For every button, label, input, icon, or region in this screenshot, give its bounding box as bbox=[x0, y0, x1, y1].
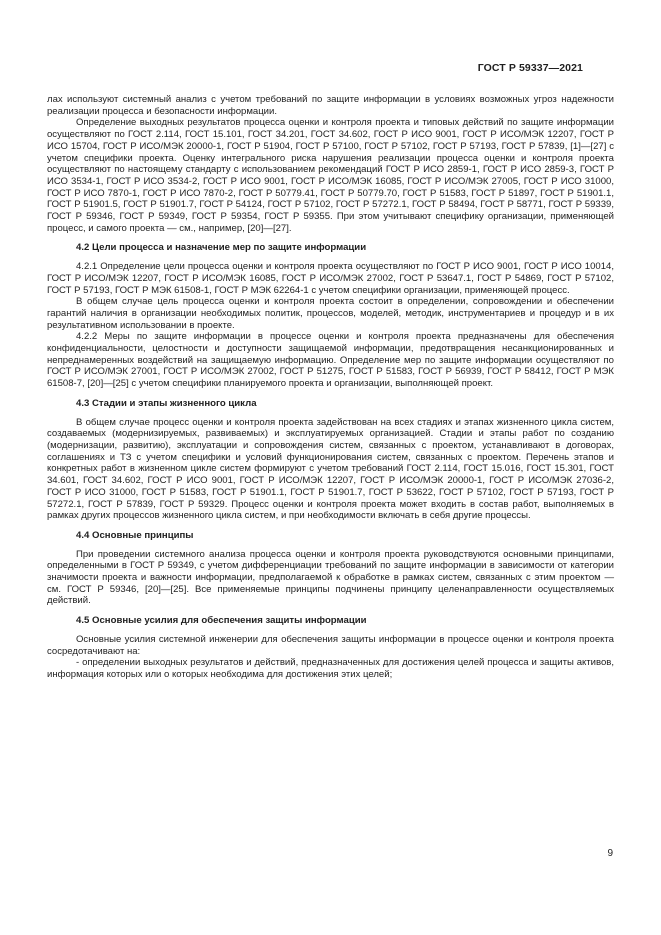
section-heading-4-4: 4.4 Основные принципы bbox=[76, 529, 194, 541]
paragraph: 4.2.2 Меры по защите информации в процессе оценки и контроля проекта предназначены для обеспечения конфиденциальности, целостности и доступности защищаемой информации, предотвращения несанкционированных и непреднамеренных воздействий на защищаемую информацию. Определение мер по защите информации осуществляют по ГОСТ Р ИСО/МЭК 27001, ГОСТ Р ИСО/МЭК 27002, ГОСТ Р 51275, ГОСТ Р 51583, ГОСТ Р 56939, ГОСТ Р 58412, ГОСТ Р МЭК 61508-7, [20]—[25] с учетом специфики планируемого проекта и организации, выполняющей проект. bbox=[47, 331, 614, 390]
paragraph: При проведении системного анализа процесса оценки и контроля проекта руководствуются основными принципами, определенными в ГОСТ Р 59349, с учетом дифференциации требований по защите информации в зависимости от категории значимости проекта и важности информации, предполагаемой к обработке в рамках систем, связанных с этим проектом — см. ГОСТ Р 59346, [20]—[25]. Все применяемые принципы подчинены принципу целенаправленности осуществляемых действий. bbox=[47, 548, 614, 607]
paragraph: В общем случае цель процесса оценки и контроля проекта состоит в определении, сопровождении и обеспечении гарантий наличия в организации необходимых политик, процессов, моделей, методик, инструментариев и процедур и в их результативном использовании в проекте. bbox=[47, 296, 614, 331]
paragraph: Основные усилия системной инженерии для обеспечения защиты информации в процессе оценки и контроля проекта сосредотачивают на: bbox=[47, 633, 614, 657]
section-heading-4-2: 4.2 Цели процесса и назначение мер по защите информации bbox=[76, 242, 367, 254]
list-item: - определении выходных результатов и действий, предназначенных для достижения целей процесса и защиты активов, информация которых или о которых необходима для достижения этих целей; bbox=[47, 657, 614, 680]
paragraph: Определение выходных результатов процесса оценки и контроля проекта и типовых действий по защите информации осуществляют по ГОСТ 2.114, ГОСТ 15.101, ГОСТ 34.201, ГОСТ 34.602, ГОСТ Р ИСО 9001, ГОСТ Р ИСО/МЭК 12207, ГОСТ Р ИСО 15704, ГОСТ Р ИСО/МЭК 20000-1, ГОСТ Р 51904, ГОСТ Р 57100, ГОСТ Р 57102, ГОСТ Р 57193, ГОСТ Р 57839, [1]—[27] с учетом специфики проекта. Оценку интегрального риска нарушения реализации процесса оценки и контроля проекта осуществляют по настоящему стандарту с использованием рекомендаций ГОСТ Р ИСО 2859-1, ГОСТ Р ИСО 2859-3, ГОСТ Р ИСО 3534-1, ГОСТ Р ИСО 3534-2, ГОСТ Р ИСО 9001, ГОСТ Р ИСО/МЭК 16085, ГОСТ Р ИСО/МЭК 27005, ГОСТ Р ИСО 31000, ГОСТ Р ИСО 7870-1, ГОСТ Р ИСО 7870-2, ГОСТ Р 50779.41, ГОСТ Р 50779.70, ГОСТ Р 51583, ГОСТ Р 51897, ГОСТ Р 51901.1, ГОСТ Р 51901.5, ГОСТ Р 51901.7, ГОСТ Р 54124, ГОСТ Р 57102, ГОСТ Р 57272.1, ГОСТ Р 58494, ГОСТ Р 58771, ГОСТ Р 59339, ГОСТ Р 59346, ГОСТ Р 59349, ГОСТ Р 59354, ГОСТ Р 59355. При этом учитывают специфику организации, применяющей процесс, и самого проекта — см., например, [20]—[27]. bbox=[47, 117, 614, 234]
paragraph: В общем случае процесс оценки и контроля проекта задействован на всех стадиях и этапах жизненного цикла систем, создаваемых (модернизируемых, развиваемых) и эксплуатируемых организацией. Стадии и этапы работ по созданию (модернизации, развитию), эксплуатации и сопровождения систем, связанных с проектом, устанавливают в договорах, соглашениях и ТЗ с учетом специфики и условий функционирования систем, связанных с проектом. Перечень этапов и конкретных работ в жизненном цикле систем формируют с учетом требований ГОСТ 2.114, ГОСТ 15.016, ГОСТ 15.301, ГОСТ 34.601, ГОСТ 34.602, ГОСТ Р ИСО 9001, ГОСТ Р ИСО/МЭК 12207, ГОСТ Р ИСО/МЭК 20000-1, ГОСТ Р ИСО/МЭК 27036-2, ГОСТ Р ИСО 31000, ГОСТ Р 51583, ГОСТ Р 51901.1, ГОСТ Р 51901.7, ГОСТ Р 53622, ГОСТ Р 57102, ГОСТ Р 57193, ГОСТ Р 57272.1, ГОСТ Р 57839, ГОСТ Р 59329. Процесс оценки и контроля проекта может входить в состав работ, выполняемых в рамках других процессов жизненного цикла систем, и при необходимости включать в себя другие процессы. bbox=[47, 416, 614, 522]
paragraph: лах используют системный анализ с учетом требований по защите информации в условиях возможных угроз надежности реализации процесса и безопасности информации. bbox=[47, 94, 614, 117]
page-number: 9 bbox=[607, 848, 613, 859]
section-heading-4-3: 4.3 Стадии и этапы жизненного цикла bbox=[76, 397, 257, 409]
section-heading-4-5: 4.5 Основные усилия для обеспечения защиты информации bbox=[76, 615, 367, 627]
document-id-header: ГОСТ Р 59337—2021 bbox=[477, 62, 583, 74]
page-body bbox=[47, 94, 614, 681]
paragraph: 4.2.1 Определение цели процесса оценки и контроля проекта осуществляют по ГОСТ Р ИСО 9001, ГОСТ Р ИСО 10014, ГОСТ Р ИСО/МЭК 12207, ГОСТ Р ИСО/МЭК 16085, ГОСТ Р ИСО/МЭК 27002, ГОСТ Р 53647.1, ГОСТ Р 54869, ГОСТ Р 57102, ГОСТ Р 57193, ГОСТ Р МЭК 61508-1, ГОСТ Р МЭК 62264-1 с учетом специфики организации, применяющей процесс. bbox=[47, 261, 614, 296]
